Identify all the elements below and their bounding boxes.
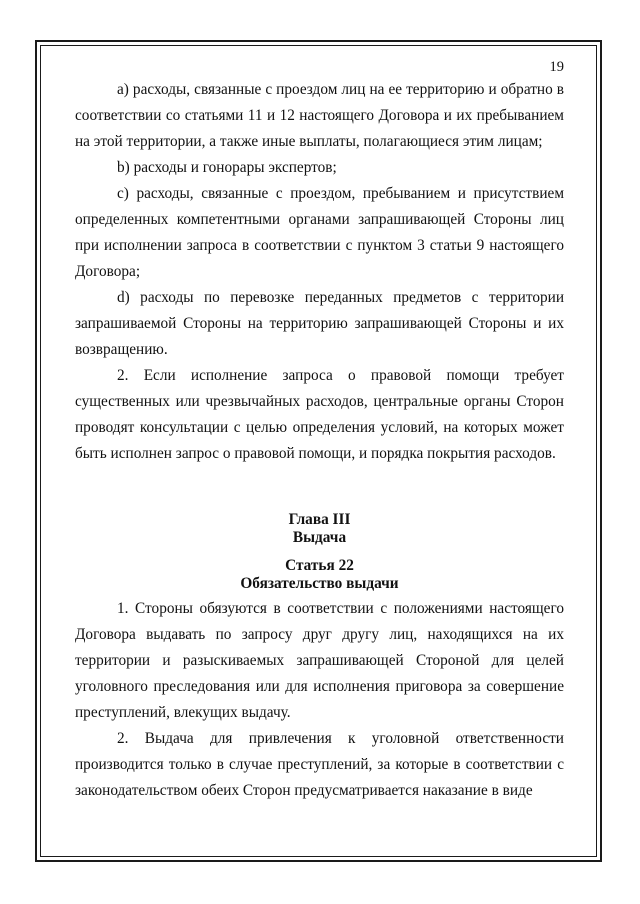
paragraph-article-22-2: 2. Выдача для привлечения к уголовной ответственности производится только в случае преступлений, за которые в соответствии с законодательством обеих Сторон предусматривается наказание в виде [75,730,564,799]
chapter-title: Выдача [292,529,347,546]
text-section-bottom [75,596,564,804]
paragraph-article-22-1: 1. Стороны обязуются в соответствии с положениями настоящего Договора выдавать по запросу друг другу лиц, находящихся на их территории и разыскиваемых запрашивающей Стороной для целей уголовного преследования или для исполнения приговора за совершение преступлений, влекущих выдачу. [75,600,564,721]
paragraph-expenses-d: d) расходы по перевозке переданных предметов с территории запрашиваемой Стороны на территорию запрашивающей Стороны и их возвращению. [75,289,564,358]
paragraph-expenses-a: а) расходы, связанные с проездом лиц на ее территорию и обратно в соответствии со статьями 11 и 12 настоящего Договора и их пребыванием на этой территории, а также иные выплаты, полагающиеся этим лицам; [75,81,564,150]
article-title: Обязательство выдачи [240,575,399,592]
article-heading [75,557,564,593]
paragraph-expenses-c: с) расходы, связанные с проездом, пребыванием и присутствием определенных компетентными органами запрашивающей Стороны лиц при исполнении запроса в соответствии с пунктом 3 статьи 9 настоящего Договора; [75,185,564,280]
article-number: Статья 22 [285,557,354,574]
paragraph-clause-2: 2. Если исполнение запроса о правовой помощи требует существенных или чрезвычайных расходов, центральные органы Сторон проводят консультации с целью определения условий, на которых может быть исполнен запрос о правовой помощи, и порядка покрытия расходов. [75,367,564,462]
text-section-top [75,77,564,467]
paragraph-expenses-b: b) расходы и гонорары экспертов; [117,159,337,176]
chapter-number: Глава III [288,511,351,528]
page-number: 19 [549,59,564,75]
chapter-heading [75,511,564,547]
